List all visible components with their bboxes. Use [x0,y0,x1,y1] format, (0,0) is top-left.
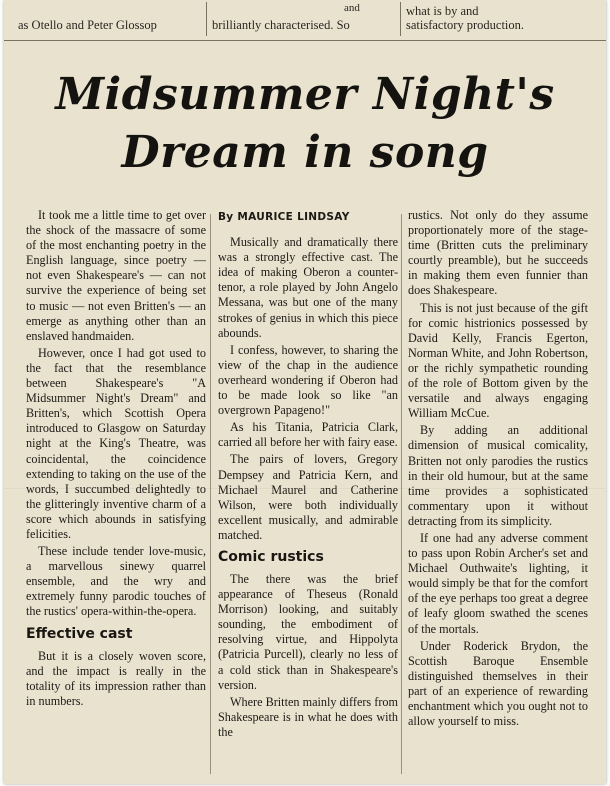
paragraph: The there was the brief appearance of Theseus (Ronald Morrison) looking, and suitably sounding, the embodiment of resolving virtue, and Hippolyta (Patricia Purcell), clearly no less of a cold stick than in Shakespeare's version. [218,571,398,692]
headline-line-1: Midsummer Night's [55,69,555,120]
paragraph: Musically and dramatically there was a strongly effective cast. The idea of making Oberon a counter-tenor, a role played by John Angelo Messana, was but one of the many strokes of genius in which this piece abounds. [218,235,398,340]
paragraph: I confess, however, to sharing the view of the chap in the audience overheard wondering if Oberon had to be made look so like "an overgrown Papageno!" [218,342,398,418]
article-headline [4,66,606,182]
fragment-right: satisfactory production. [406,18,525,32]
headline-line-2: Dream in song [121,127,489,178]
previous-article-strip [4,0,606,40]
fragment-right-top: what is by and [406,4,479,18]
paragraph: Where Britten mainly differs from Shakespeare is in what he does with the [218,694,398,739]
paragraph: If one had any adverse comment to pass upon Robin Archer's set and Michael Outhwaite's lighting, it would simply be that for the comfort of the eye perhaps too great a degree of leafy gloom swathed the scenes of the mortals. [408,530,588,636]
paragraph: These include tender love-music, a marvellous sinewy quarrel ensemble, and the wry and extremely funny parodic touches of the rustics' opera-within-the-opera. [26,544,206,619]
fragment-middle: brilliantly characterised. So [212,18,350,32]
paragraph: Under Roderick Brydon, the Scottish Baroque Ensemble distinguished themselves in their part of an experience of rewarding enchantment which you ought not to allow yourself to miss. [408,638,588,729]
fragment-left: as Otello and Peter Glossop [18,18,157,32]
strip-rule [4,40,606,41]
subheading-effective-cast: Effective cast [26,625,133,642]
column-rule-2 [401,214,402,774]
column-rule-1 [210,214,211,774]
paragraph: The pairs of lovers, Gregory Dempsey and Patricia Kern, and Michael Maurel and Catherine Wilson, were both individually excellent musically, and admirable matched. [218,452,398,542]
strip-divider-2 [400,2,401,36]
paragraph: rustics. Not only do they assume proportionately more of the stage-time (Britten cuts the preliminary courtly preamble), but he succeeds in making them even funnier than does Shakespeare. [408,208,588,298]
paragraph: It took me a little time to get over the shock of the massacre of some of the most enchanting poetry in the English language, since poetry — not even Shakespeare's — can not survive the experience of being set to music — not even Britten's — an emerge as anything other than an enslaved handmaiden. [26,208,206,343]
subheading-comic-rustics: Comic rustics [218,548,324,565]
fragment-middle-top: and [344,2,360,14]
paragraph: However, once I had got used to the fact that the resemblance between Shakespeare's "A Midsummer Night's Dream" and Britten's, which Scottish Opera introduced to Glasgow on Saturday night at the King's Theatre, was coincidental, the coincidence extending to taking on the use of the words, I succumbed delightedly to the glitteringly inventive charm of a score which abounds in satisfying felicities. [26,345,206,541]
column-1 [26,208,206,711]
paragraph: By adding an additional dimension of musical comicality, Britten not only parodies the rustics in their old humour, but at the same time provides a sophisticated commentary upon it without detracting from its simplicity. [408,423,588,528]
byline: By MAURICE LINDSAY [218,211,350,223]
column-3 [408,208,588,731]
newspaper-clipping [4,0,606,784]
column-2 [218,208,398,742]
strip-divider-1 [206,2,207,36]
paragraph: But it is a closely woven score, and the impact is really in the totality of its impression rather than in numbers. [26,648,206,708]
paragraph: This is not just because of the gift for comic histrionics possessed by David Kelly, Francis Egerton, Norman White, and John Robertson, or the richly sympathetic rounding of the role of Bottom given by the versatile and always engaging William McCue. [408,300,588,421]
paragraph: As his Titania, Patricia Clark, carried all before her with fairy ease. [218,420,398,450]
